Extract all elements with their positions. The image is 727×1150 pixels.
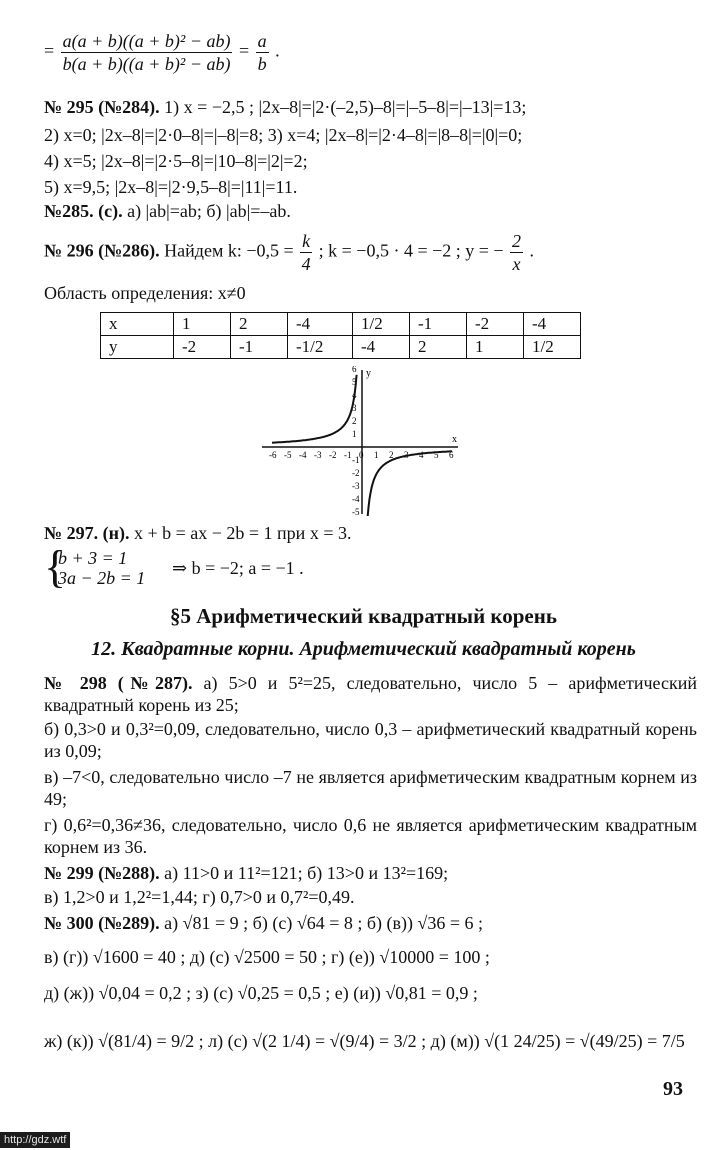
p300-line2: в) (г)) √1600 = 40 ; д) (с) √2500 = 50 ; г) (е)) √10000 = 100 ;	[44, 947, 490, 967]
table-row-y	[101, 336, 581, 359]
table-cell: 2	[410, 336, 467, 359]
hyperbola-branch-right	[367, 451, 452, 516]
table-cell: -2	[467, 313, 524, 336]
y-tick-label: 2	[352, 416, 357, 426]
p299-line1	[44, 862, 697, 884]
table-cell: -4	[353, 336, 410, 359]
x-tick-labels	[269, 450, 454, 460]
table-cell: -4	[524, 313, 581, 336]
p300-line3: д) (ж)) √0,04 = 0,2 ; з) (с) √0,25 = 0,5 ; е) (и)) √0,81 = 0,9 ;	[44, 983, 478, 1003]
p298-label: № 298 (№287).	[44, 673, 193, 693]
p298-c: в) –7<0, следовательно число –7 не является арифметическим квадратным корнем из 49;	[44, 767, 697, 809]
subsection-title: 12. Квадратные корни. Арифметический квадратный корень	[91, 638, 636, 660]
intro-result-num: a	[257, 31, 267, 51]
p298-b: б) 0,3>0 и 0,3²=0,09, следовательно, число 0,3 – арифметический квадратный корень из 0,09;	[44, 719, 697, 761]
p299-label: № 299 (№288).	[44, 863, 160, 883]
x-tick-label: 0	[359, 450, 364, 460]
y-tick-label: -5	[352, 507, 360, 516]
p295-line2: 2) x=0; |2x–8|=|2·0–8|=|–8|=8; 3) x=4; |2x–8|=|2·4–8|=|8–8|=|0|=0;	[44, 125, 523, 145]
p296-frac2-num: 2	[512, 231, 522, 251]
p298-d: г) 0,6²=0,36≠36, следовательно, число 0,6 не является арифметическим квадратным корнем из 36.	[44, 815, 697, 857]
p296-line: № 296 (№286). Найдем k: −0,5 = $\frac{k}{4}$ ; k = −0,5 · 4 = −2 ; y = − $\frac{2}{x}$ .	[44, 231, 535, 274]
intro-numerator: a(a + b)((a + b)² − ab)	[62, 31, 231, 51]
x-tick-label: 6	[449, 450, 454, 460]
table-cell: -1	[410, 313, 467, 336]
y-tick-label: 6	[352, 366, 357, 374]
x-tick-label: 3	[404, 450, 409, 460]
page-number: 93	[663, 1078, 683, 1100]
x-tick-label: -1	[344, 450, 352, 460]
p296-frac2-den: x	[512, 254, 521, 274]
p285-line	[44, 200, 697, 222]
table-cell: x	[101, 313, 174, 336]
table-cell: 1/2	[353, 313, 410, 336]
table-row-x	[101, 313, 581, 336]
p300-label: № 300 (№289).	[44, 913, 160, 933]
p296-frac1-den: 4	[301, 254, 311, 274]
table-cell: -1/2	[288, 336, 353, 359]
x-tick-label: -2	[329, 450, 337, 460]
p296-text1: Найдем k: −0,5 =	[164, 240, 294, 261]
section-title: §5 Арифметический квадратный корень	[170, 604, 557, 628]
x-tick-label: 4	[419, 450, 424, 460]
p296-frac2	[510, 230, 523, 275]
p296-frac1	[300, 230, 312, 275]
p298-a-text: а) 5>0 и 5²=25, следовательно, число 5 – арифметический квадратный корень из 25;	[44, 673, 697, 715]
p285-text: а) |ab|=ab; б) |ab|=–ab.	[127, 201, 291, 221]
p300-l1: а) √81 = 9 ; б) (с) √64 = 8 ; б) (в)) √36 = 6 ;	[164, 913, 484, 933]
table-cell: -4	[288, 313, 353, 336]
table-cell: y	[101, 336, 174, 359]
intro-denominator: b(a + b)((a + b)² − ab)	[62, 54, 231, 74]
table-cell: 2	[231, 313, 288, 336]
p295-l1: 1) x = −2,5 ; |2x–8|=|2·(–2,5)–8|=|–5–8|=|–13|=13;	[164, 97, 527, 117]
p300-line1	[44, 912, 697, 934]
p297-text: x + b = ax − 2b = 1 при x = 3.	[133, 523, 352, 543]
values-table	[100, 312, 581, 359]
y-tick-label: -2	[352, 468, 360, 478]
x-tick-label: 2	[389, 450, 394, 460]
intro-result-den: b	[257, 54, 267, 74]
p295-line3: 4) x=5; |2x–8|=|2·5–8|=|10–8|=|2|=2;	[44, 151, 308, 171]
hyperbola-graph	[258, 366, 468, 516]
x-tick-label: -5	[284, 450, 292, 460]
intro-fraction	[61, 30, 233, 75]
y-tick-label: 3	[352, 403, 357, 413]
table-cell: 1	[174, 313, 231, 336]
table-cell: 1/2	[524, 336, 581, 359]
x-tick-label: -4	[299, 450, 307, 460]
table-cell: -1	[231, 336, 288, 359]
y-tick-label: -3	[352, 481, 360, 491]
hyperbola-branch-left	[272, 375, 357, 443]
y-tick-label: -1	[352, 455, 360, 465]
p299-l1: а) 11>0 и 11²=121; б) 13>0 и 13²=169;	[164, 863, 449, 883]
p296-label: № 296 (№286).	[44, 240, 160, 261]
p295-line4: 5) x=9,5; |2x–8|=|2·9,5–8|=|11|=11.	[44, 177, 298, 197]
y-tick-label: 4	[352, 390, 357, 400]
p295-line1	[44, 96, 697, 118]
intro-result	[256, 30, 269, 75]
y-tick-label: 5	[352, 377, 357, 387]
system-eq2: 3a − 2b = 1	[58, 568, 146, 588]
system-result: ⇒ b = −2; a = −1 .	[172, 558, 304, 578]
x-tick-label: 5	[434, 450, 439, 460]
p297-system	[44, 541, 304, 592]
p295-label: № 295 (№284).	[44, 97, 160, 117]
p296-text2: ; k = −0,5 · 4 = −2 ; y = −	[318, 240, 504, 261]
y-tick-label: 1	[352, 429, 357, 439]
p297-label: № 297. (н).	[44, 523, 130, 543]
y-tick-label: -4	[352, 494, 360, 504]
system-eq1: b + 3 = 1	[58, 548, 128, 568]
p285-label: №285. (с).	[44, 201, 123, 221]
p298-a	[44, 672, 697, 716]
p300-line4: ж) (к)) √(81/4) = 9/2 ; л) (с) √(2 1/4) = √(9/4) = 3/2 ; д) (м)) √(1 24/25) = √(49/25) = 7/5	[44, 1031, 685, 1051]
p299-line2: в) 1,2>0 и 1,2²=1,44; г) 0,7>0 и 0,7²=0,49.	[44, 887, 355, 907]
system-brace: {	[44, 541, 67, 592]
x-tick-label: -3	[314, 450, 322, 460]
p296-frac1-num: k	[302, 231, 311, 251]
table-cell: 1	[467, 336, 524, 359]
p297-line	[44, 522, 697, 544]
x-axis-label: x	[452, 434, 457, 445]
intro-formula: = $\frac{\text{a(a + b)((a + b)² − ab)}}{\text{b(a + b)((a + b)² − ab)}}$ = $\frac{a}{b}$ .	[44, 31, 280, 74]
x-tick-label: -6	[269, 450, 277, 460]
site-watermark-link[interactable]: http://gdz.wtf	[0, 1132, 70, 1148]
p296-domain: Область определения: x≠0	[44, 283, 246, 303]
y-axis-label: y	[366, 368, 371, 379]
table-cell: -2	[174, 336, 231, 359]
x-tick-label: 1	[374, 450, 379, 460]
